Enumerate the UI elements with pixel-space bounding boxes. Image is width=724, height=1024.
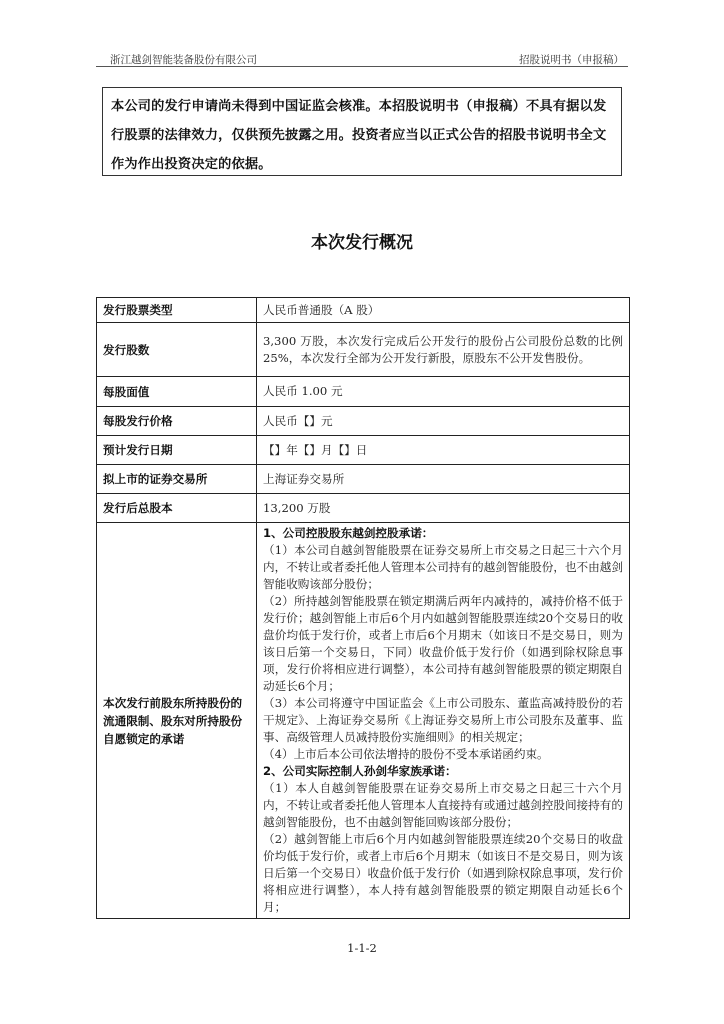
disclaimer-notice: 本公司的发行申请尚未得到中国证监会核准。本招股说明书（申报稿）不具有据以发行股票的法律效力，仅供预先披露之用。投资者应当以正式公告的招股书说明书全文作为作出投资决定的依据。 (102, 87, 622, 176)
table-row (97, 298, 630, 323)
row-label: 每股发行价格 (97, 407, 257, 436)
list-item: （1）本公司自越剑智能股票在证券交易所上市交易之日起三十六个月内，不转让或者委托他人管理本公司持有的越剑智能股份，也不由越剑智能收购该部分股份； (263, 543, 623, 591)
document-type: 招股说明书（申报稿） (519, 54, 624, 66)
list-item: （2）所持越剑智能股票在锁定期满后两年内减持的，减持价格不低于发行价；越剑智能上市后6个月内如越剑智能股票连续20个交易日的收盘价均低于发行价，或者上市后6个月期末（如该日不是交易日，则为该日后第一个交易日，下同）收盘价低于发行价（如遇到除权除息事项，发行价将相应进行调整），本公司持有越剑智能股票的锁定期限自动延长6个月； (263, 594, 623, 693)
page-number: 1-1-2 (347, 941, 377, 955)
row-value: 上海证券交易所 (257, 465, 630, 494)
row-label: 本次发行前股东所持股份的流通限制、股东对所持股份自愿锁定的承诺 (97, 523, 257, 919)
row-label: 发行股数 (97, 323, 257, 377)
section-heading: 1、公司控股股东越剑控股承诺： (263, 526, 434, 540)
table-row (97, 465, 630, 494)
table-row (97, 523, 630, 919)
table-row (97, 323, 630, 377)
row-value: 3,300 万股，本次发行完成后公开发行的股份占公司股份总数的比例 25%，本次发行全部为公开发行新股，原股东不公开发售股份。 (257, 323, 630, 377)
row-label: 发行后总股本 (97, 494, 257, 523)
table-row (97, 494, 630, 523)
list-item: （1）本人自越剑智能股票在证券交易所上市交易之日起三十六个月内，不转让或者委托他人管理本人直接持有或通过越剑控股间接持有的越剑智能股份，也不由越剑智能回购该部分股份； (263, 781, 623, 829)
row-label: 发行股票类型 (97, 298, 257, 323)
table-row (97, 436, 630, 465)
row-label: 每股面值 (97, 377, 257, 407)
offering-overview-table (96, 297, 630, 919)
company-name: 浙江越剑智能装备股份有限公司 (110, 54, 257, 66)
list-item: （3）本公司将遵守中国证监会《上市公司股东、董监高减持股份的若干规定》、上海证券交易所《上海证券交易所上市公司股东及董事、监事、高级管理人员减持股份实施细则》的相关规定； (263, 696, 623, 744)
row-value: 【】年【】月【】日 (257, 436, 630, 465)
section-heading: 2、公司实际控制人孙剑华家族承诺： (263, 764, 457, 778)
row-value: 13,200 万股 (257, 494, 630, 523)
table-row (97, 377, 630, 407)
section-title: 本次发行概况 (311, 233, 413, 253)
row-value: 人民币 1.00 元 (257, 377, 630, 407)
row-value: 人民币普通股（A 股） (257, 298, 630, 323)
page-header (96, 50, 628, 67)
list-item: （2）越剑智能上市后6个月内如越剑智能股票连续20个交易日的收盘价均低于发行价，或者上市后6个月期末（如该日不是交易日，则为该日后第一个交易日）收盘价低于发行价（如遇到除权除息事项，发行价将相应进行调整），本人持有越剑智能股票的锁定期限自动延长6个月； (263, 832, 623, 914)
row-label: 拟上市的证券交易所 (97, 465, 257, 494)
row-label: 预计发行日期 (97, 436, 257, 465)
commitment-content (257, 523, 630, 919)
row-value: 人民币【】元 (257, 407, 630, 436)
table-row (97, 407, 630, 436)
list-item: （4）上市后本公司依法增持的股份不受本承诺函约束。 (263, 747, 549, 761)
